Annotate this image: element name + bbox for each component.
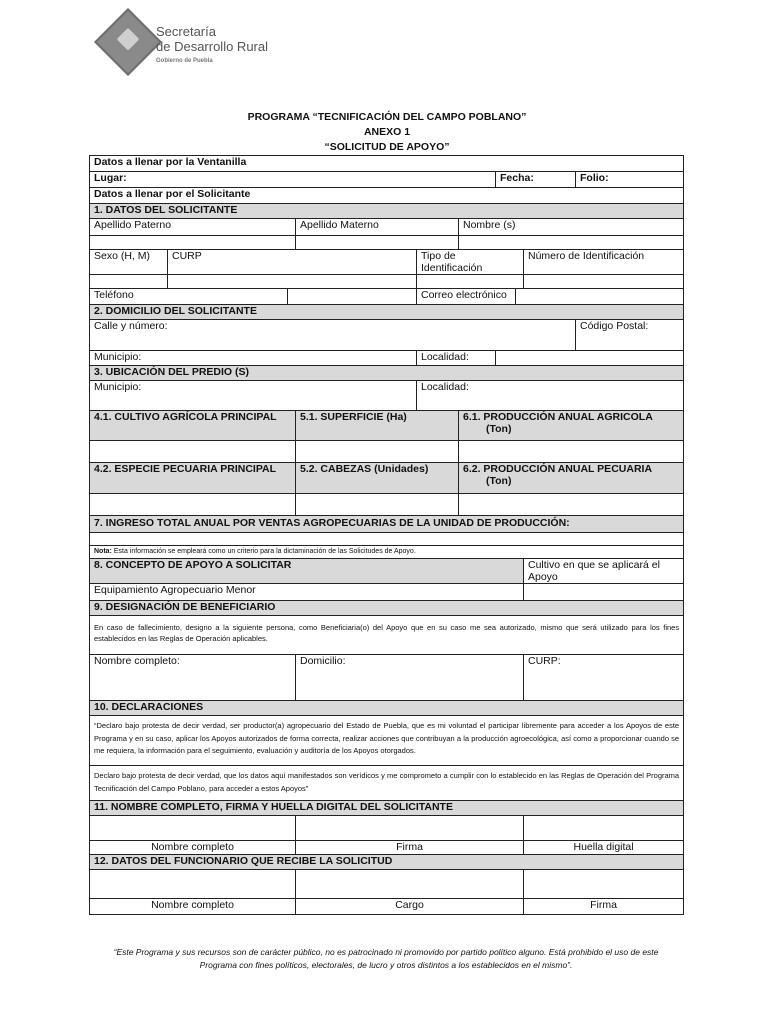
apellido-paterno-label: Apellido Paterno — [90, 219, 296, 236]
correo-label: Correo electrónico — [417, 289, 516, 305]
localidad-domicilio-field[interactable]: Localidad: — [417, 351, 496, 366]
apellido-paterno-input[interactable] — [90, 236, 296, 250]
curp-input[interactable] — [168, 275, 417, 289]
section-11-heading: 11. NOMBRE COMPLETO, FIRMA Y HUELLA DIGITAL DEL SOLICITANTE — [90, 801, 684, 816]
concepto-apoyo-value[interactable]: Equipamiento Agropecuario Menor — [90, 584, 524, 601]
cultivo-principal-heading: 4.1. CULTIVO AGRÍCOLA PRINCIPAL — [90, 411, 296, 441]
produccion-pecuaria-input[interactable] — [459, 494, 684, 516]
declaracion-1: “Declaro bajo protesta de decir verdad, ser productor(a) agropecuario del Estado de Puebla, que es mi voluntad el participar libremente para acceder a los Apoyos de este Programa y en su caso, aplicar los Apoyos autorizados de forma correcta, realizar acciones que contribuyan a la producción agroecológica, así como a proporcionar cuando se me requiera, la información para el seguimiento, evaluación y auditoría de los Apoyos otorgados. — [90, 716, 684, 766]
solicitante-huella-label: Huella digital — [524, 841, 684, 855]
cultivo-apoyo-input[interactable] — [524, 584, 684, 601]
tipo-identificacion-label: Tipo de Identificación — [417, 250, 524, 275]
solicitante-firma-input[interactable] — [296, 816, 524, 841]
nota-label: Nota: — [94, 548, 112, 555]
funcionario-nombre-input[interactable] — [90, 870, 296, 899]
footer-line1: “Este Programa y sus recursos son de carácter público, no es patrocinado ni promovido por partido político alguno. Está prohibido el uso de este — [113, 947, 659, 957]
solicitante-firma-label: Firma — [296, 841, 524, 855]
application-form — [89, 155, 684, 915]
section-2-heading: 2. DOMICILIO DEL SOLICITANTE — [90, 305, 684, 320]
apellido-materno-label: Apellido Materno — [296, 219, 459, 236]
superficie-input[interactable] — [296, 441, 459, 463]
numero-identificacion-label: Número de Identificación — [524, 250, 684, 275]
fecha-field[interactable]: Fecha: — [496, 172, 576, 188]
legal-footer — [80, 946, 692, 972]
funcionario-firma-input[interactable] — [524, 870, 684, 899]
org-name-line3: Gobierno de Puebla — [156, 58, 213, 64]
beneficiario-domicilio-field[interactable]: Domicilio: — [296, 655, 524, 701]
funcionario-firma-label: Firma — [524, 899, 684, 915]
sexo-input[interactable] — [90, 275, 168, 289]
solicitante-huella-input[interactable] — [524, 816, 684, 841]
section-9-heading: 9. DESIGNACIÓN DE BENEFICIARIO — [90, 601, 684, 616]
ingreso-note — [90, 546, 684, 559]
produccion-agricola-heading: 6.1. PRODUCCIÓN ANUAL AGRICOLA (Ton) — [459, 411, 684, 441]
nombre-input[interactable] — [459, 236, 684, 250]
emblem-icon — [94, 8, 162, 76]
org-name-line1: Secretaría — [156, 24, 216, 39]
request-title: “SOLICITUD DE APOYO” — [324, 141, 450, 153]
footer-line2: Programa con fines políticos, electorales, de lucro y otros distintos a los establecidos en el mismo”. — [199, 960, 573, 970]
solicitante-nombre-label: Nombre completo — [90, 841, 296, 855]
beneficiario-text: En caso de fallecimiento, designo a la siguiente persona, como Beneficiaria(o) del Apoyo que en su caso me sea autorizado, mismo que será utilizado para los fines establecidos en las Reglas de Operación aplicables. — [90, 616, 684, 655]
localidad-predio-field[interactable]: Localidad: — [417, 381, 684, 411]
cultivo-apoyo-label: Cultivo en que se aplicará el Apoyo — [524, 559, 684, 584]
section-7-heading: 7. INGRESO TOTAL ANUAL POR VENTAS AGROPECUARIAS DE LA UNIDAD DE PRODUCCIÓN: — [90, 516, 684, 533]
cultivo-principal-input[interactable] — [90, 441, 296, 463]
section-1-heading: 1. DATOS DEL SOLICITANTE — [90, 204, 684, 219]
superficie-heading: 5.1. SUPERFICIE (Ha) — [296, 411, 459, 441]
beneficiario-nombre-field[interactable]: Nombre completo: — [90, 655, 296, 701]
solicitante-heading: Datos a llenar por el Solicitante — [90, 188, 684, 204]
municipio-domicilio-field[interactable]: Municipio: — [90, 351, 417, 366]
beneficiario-curp-field[interactable]: CURP: — [524, 655, 684, 701]
ingreso-input[interactable] — [90, 533, 684, 546]
curp-label: CURP — [168, 250, 417, 275]
cabezas-heading: 5.2. CABEZAS (Unidades) — [296, 463, 459, 494]
org-name-line2: de Desarrollo Rural — [156, 39, 268, 54]
telefono-input[interactable] — [288, 289, 417, 305]
telefono-label: Teléfono — [90, 289, 288, 305]
annex-title: ANEXO 1 — [363, 126, 411, 138]
localidad-domicilio-input[interactable] — [496, 351, 684, 366]
ventanilla-heading: Datos a llenar por la Ventanilla — [90, 156, 684, 172]
section-10-heading: 10. DECLARACIONES — [90, 701, 684, 716]
produccion-pecuaria-heading: 6.2. PRODUCCIÓN ANUAL PECUARIA (Ton) — [459, 463, 684, 494]
lugar-field[interactable]: Lugar: — [90, 172, 496, 188]
funcionario-nombre-label: Nombre completo — [90, 899, 296, 915]
numero-identificacion-input[interactable] — [524, 275, 684, 289]
correo-input[interactable] — [516, 289, 684, 305]
logo — [96, 12, 296, 84]
apellido-materno-input[interactable] — [296, 236, 459, 250]
funcionario-cargo-input[interactable] — [296, 870, 524, 899]
nota-text: Esta información se empleará como un criterio para la dictaminación de las Solicitudes de Apoyo. — [111, 548, 416, 555]
codigo-postal-field[interactable]: Código Postal: — [576, 320, 684, 351]
folio-field[interactable]: Folio: — [576, 172, 684, 188]
tipo-identificacion-input[interactable] — [417, 275, 524, 289]
section-12-heading: 12. DATOS DEL FUNCIONARIO QUE RECIBE LA SOLICITUD — [90, 855, 684, 870]
calle-field[interactable]: Calle y número: — [90, 320, 576, 351]
funcionario-cargo-label: Cargo — [296, 899, 524, 915]
sexo-label: Sexo (H, M) — [90, 250, 168, 275]
section-3-heading: 3. UBICACIÓN DEL PREDIO (S) — [90, 366, 684, 381]
municipio-predio-field[interactable]: Municipio: — [90, 381, 417, 411]
nombre-label: Nombre (s) — [459, 219, 684, 236]
especie-pecuaria-heading: 4.2. ESPECIE PECUARIA PRINCIPAL — [90, 463, 296, 494]
section-8-heading: 8. CONCEPTO DE APOYO A SOLICITAR — [90, 559, 524, 584]
cabezas-input[interactable] — [296, 494, 459, 516]
especie-pecuaria-input[interactable] — [90, 494, 296, 516]
produccion-agricola-input[interactable] — [459, 441, 684, 463]
program-title: PROGRAMA “TECNIFICACIÓN DEL CAMPO POBLANO” — [247, 111, 527, 123]
declaracion-2: Declaro bajo protesta de decir verdad, que los datos aquí manifestados son verídicos y me comprometo a cumplir con lo establecido en las Reglas de Operación del Programa Tecnificación del Campo Poblano, para acceder a estos Apoyos” — [90, 766, 684, 801]
solicitante-nombre-input[interactable] — [90, 816, 296, 841]
